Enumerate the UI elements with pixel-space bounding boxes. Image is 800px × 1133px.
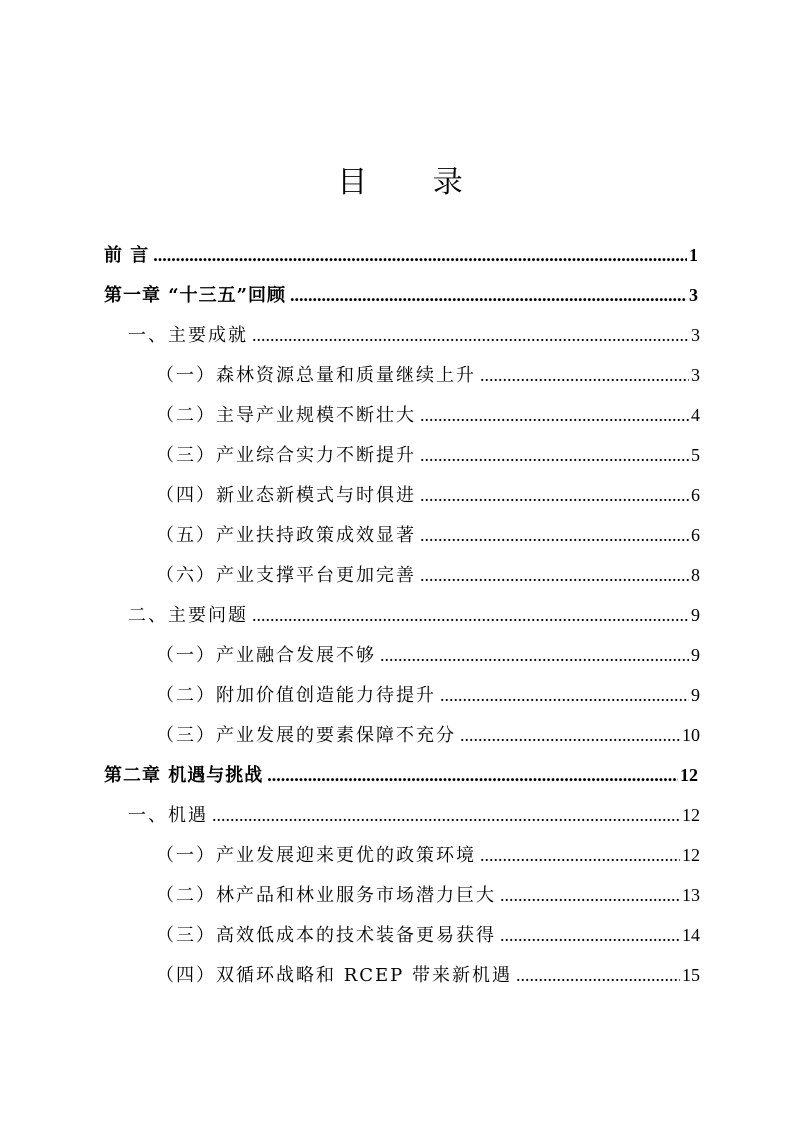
toc-entry-text: （四）新业态新模式与时俱进 bbox=[156, 485, 416, 506]
toc-dot-leader bbox=[290, 275, 687, 315]
toc-entry-level-1[interactable] bbox=[104, 235, 698, 275]
toc-page-number: 9 bbox=[691, 645, 700, 665]
toc-entry-level-1[interactable] bbox=[104, 275, 698, 315]
toc-entry-level-3[interactable] bbox=[156, 955, 700, 995]
toc-dot-leader bbox=[460, 715, 680, 755]
toc-page-number: 13 bbox=[682, 885, 700, 905]
toc-entry-text: （三）产业综合实力不断提升 bbox=[156, 445, 416, 466]
toc-entry-level-3[interactable] bbox=[156, 395, 700, 435]
toc-entry-text: 二、主要问题 bbox=[128, 605, 248, 626]
toc-page-number: 9 bbox=[691, 685, 700, 705]
toc-entry-level-3[interactable] bbox=[156, 675, 700, 715]
toc-entry-text: （二）林产品和林业服务市场潜力巨大 bbox=[156, 885, 496, 906]
toc-entry-level-3[interactable] bbox=[156, 875, 700, 915]
toc-entry-level-3[interactable] bbox=[156, 555, 700, 595]
toc-dot-leader bbox=[380, 635, 689, 675]
toc-page-number: 14 bbox=[682, 925, 700, 945]
toc-page-number: 3 bbox=[689, 285, 698, 305]
toc-page-number: 5 bbox=[691, 445, 700, 465]
toc-entry-level-3[interactable] bbox=[156, 715, 700, 755]
toc-entry-level-3[interactable] bbox=[156, 515, 700, 555]
toc-dot-leader bbox=[267, 755, 678, 795]
toc-dot-leader bbox=[153, 235, 687, 275]
toc-entry-text: 一、机遇 bbox=[128, 805, 208, 826]
toc-page-number: 15 bbox=[682, 965, 700, 985]
toc-dot-leader bbox=[440, 675, 689, 715]
toc-entry-text: （三）产业发展的要素保障不充分 bbox=[156, 725, 456, 746]
toc-entry-text: 前 言 bbox=[104, 245, 150, 266]
toc-entry-level-2[interactable] bbox=[128, 315, 700, 355]
toc-entry-text: （五）产业扶持政策成效显著 bbox=[156, 525, 416, 546]
toc-entry-level-3[interactable] bbox=[156, 635, 700, 675]
toc-page-number: 6 bbox=[691, 525, 700, 545]
toc-page-number: 8 bbox=[691, 565, 700, 585]
toc-entry-text: 第二章 机遇与挑战 bbox=[104, 765, 264, 786]
toc-dot-leader bbox=[420, 515, 689, 555]
toc-dot-leader bbox=[420, 475, 689, 515]
toc-page-number: 4 bbox=[691, 405, 700, 425]
toc-entry-text: （一）产业发展迎来更优的政策环境 bbox=[156, 845, 476, 866]
toc-entry-text: （四）双循环战略和 RCEP 带来新机遇 bbox=[156, 965, 513, 986]
toc-page-number: 12 bbox=[682, 845, 700, 865]
toc-dot-leader bbox=[212, 795, 680, 835]
toc-page-number: 9 bbox=[691, 605, 700, 625]
toc-page-number: 12 bbox=[682, 805, 700, 825]
toc-dot-leader bbox=[252, 315, 689, 355]
toc-entry-text: （二）附加价值创造能力待提升 bbox=[156, 685, 436, 706]
toc-entry-level-3[interactable] bbox=[156, 835, 700, 875]
toc-page-number: 10 bbox=[682, 725, 700, 745]
toc-page-number: 1 bbox=[689, 245, 698, 265]
toc-entry-text: （三）高效低成本的技术装备更易获得 bbox=[156, 925, 496, 946]
toc-page-number: 12 bbox=[680, 765, 698, 785]
toc-dot-leader bbox=[500, 915, 680, 955]
toc-dot-leader bbox=[420, 395, 689, 435]
toc-entry-level-3[interactable] bbox=[156, 475, 700, 515]
toc-entry-level-2[interactable] bbox=[128, 595, 700, 635]
toc-dot-leader bbox=[480, 835, 680, 875]
toc-entry-text: （一）产业融合发展不够 bbox=[156, 645, 376, 666]
toc-page-number: 3 bbox=[691, 325, 700, 345]
toc-entry-text: 一、主要成就 bbox=[128, 325, 248, 346]
toc-dot-leader bbox=[480, 355, 689, 395]
toc-entry-level-3[interactable] bbox=[156, 435, 700, 475]
toc-dot-leader bbox=[420, 435, 689, 475]
toc-dot-leader bbox=[252, 595, 689, 635]
toc-page-number: 6 bbox=[691, 485, 700, 505]
page-title: 目 录 bbox=[337, 165, 491, 201]
toc-dot-leader bbox=[516, 955, 680, 995]
toc-entry-level-3[interactable] bbox=[156, 915, 700, 955]
toc-dot-leader bbox=[420, 555, 689, 595]
toc-page-number: 3 bbox=[691, 365, 700, 385]
toc-entry-text: （二）主导产业规模不断壮大 bbox=[156, 405, 416, 426]
toc-dot-leader bbox=[500, 875, 680, 915]
toc-entry-level-3[interactable] bbox=[156, 355, 700, 395]
toc-entry-level-1[interactable] bbox=[104, 755, 698, 795]
toc-entry-text: （一）森林资源总量和质量继续上升 bbox=[156, 365, 476, 386]
toc-entry-text: （六）产业支撑平台更加完善 bbox=[156, 565, 416, 586]
toc-entry-text: 第一章 “十三五”回顾 bbox=[104, 285, 286, 306]
toc-entry-level-2[interactable] bbox=[128, 795, 700, 835]
